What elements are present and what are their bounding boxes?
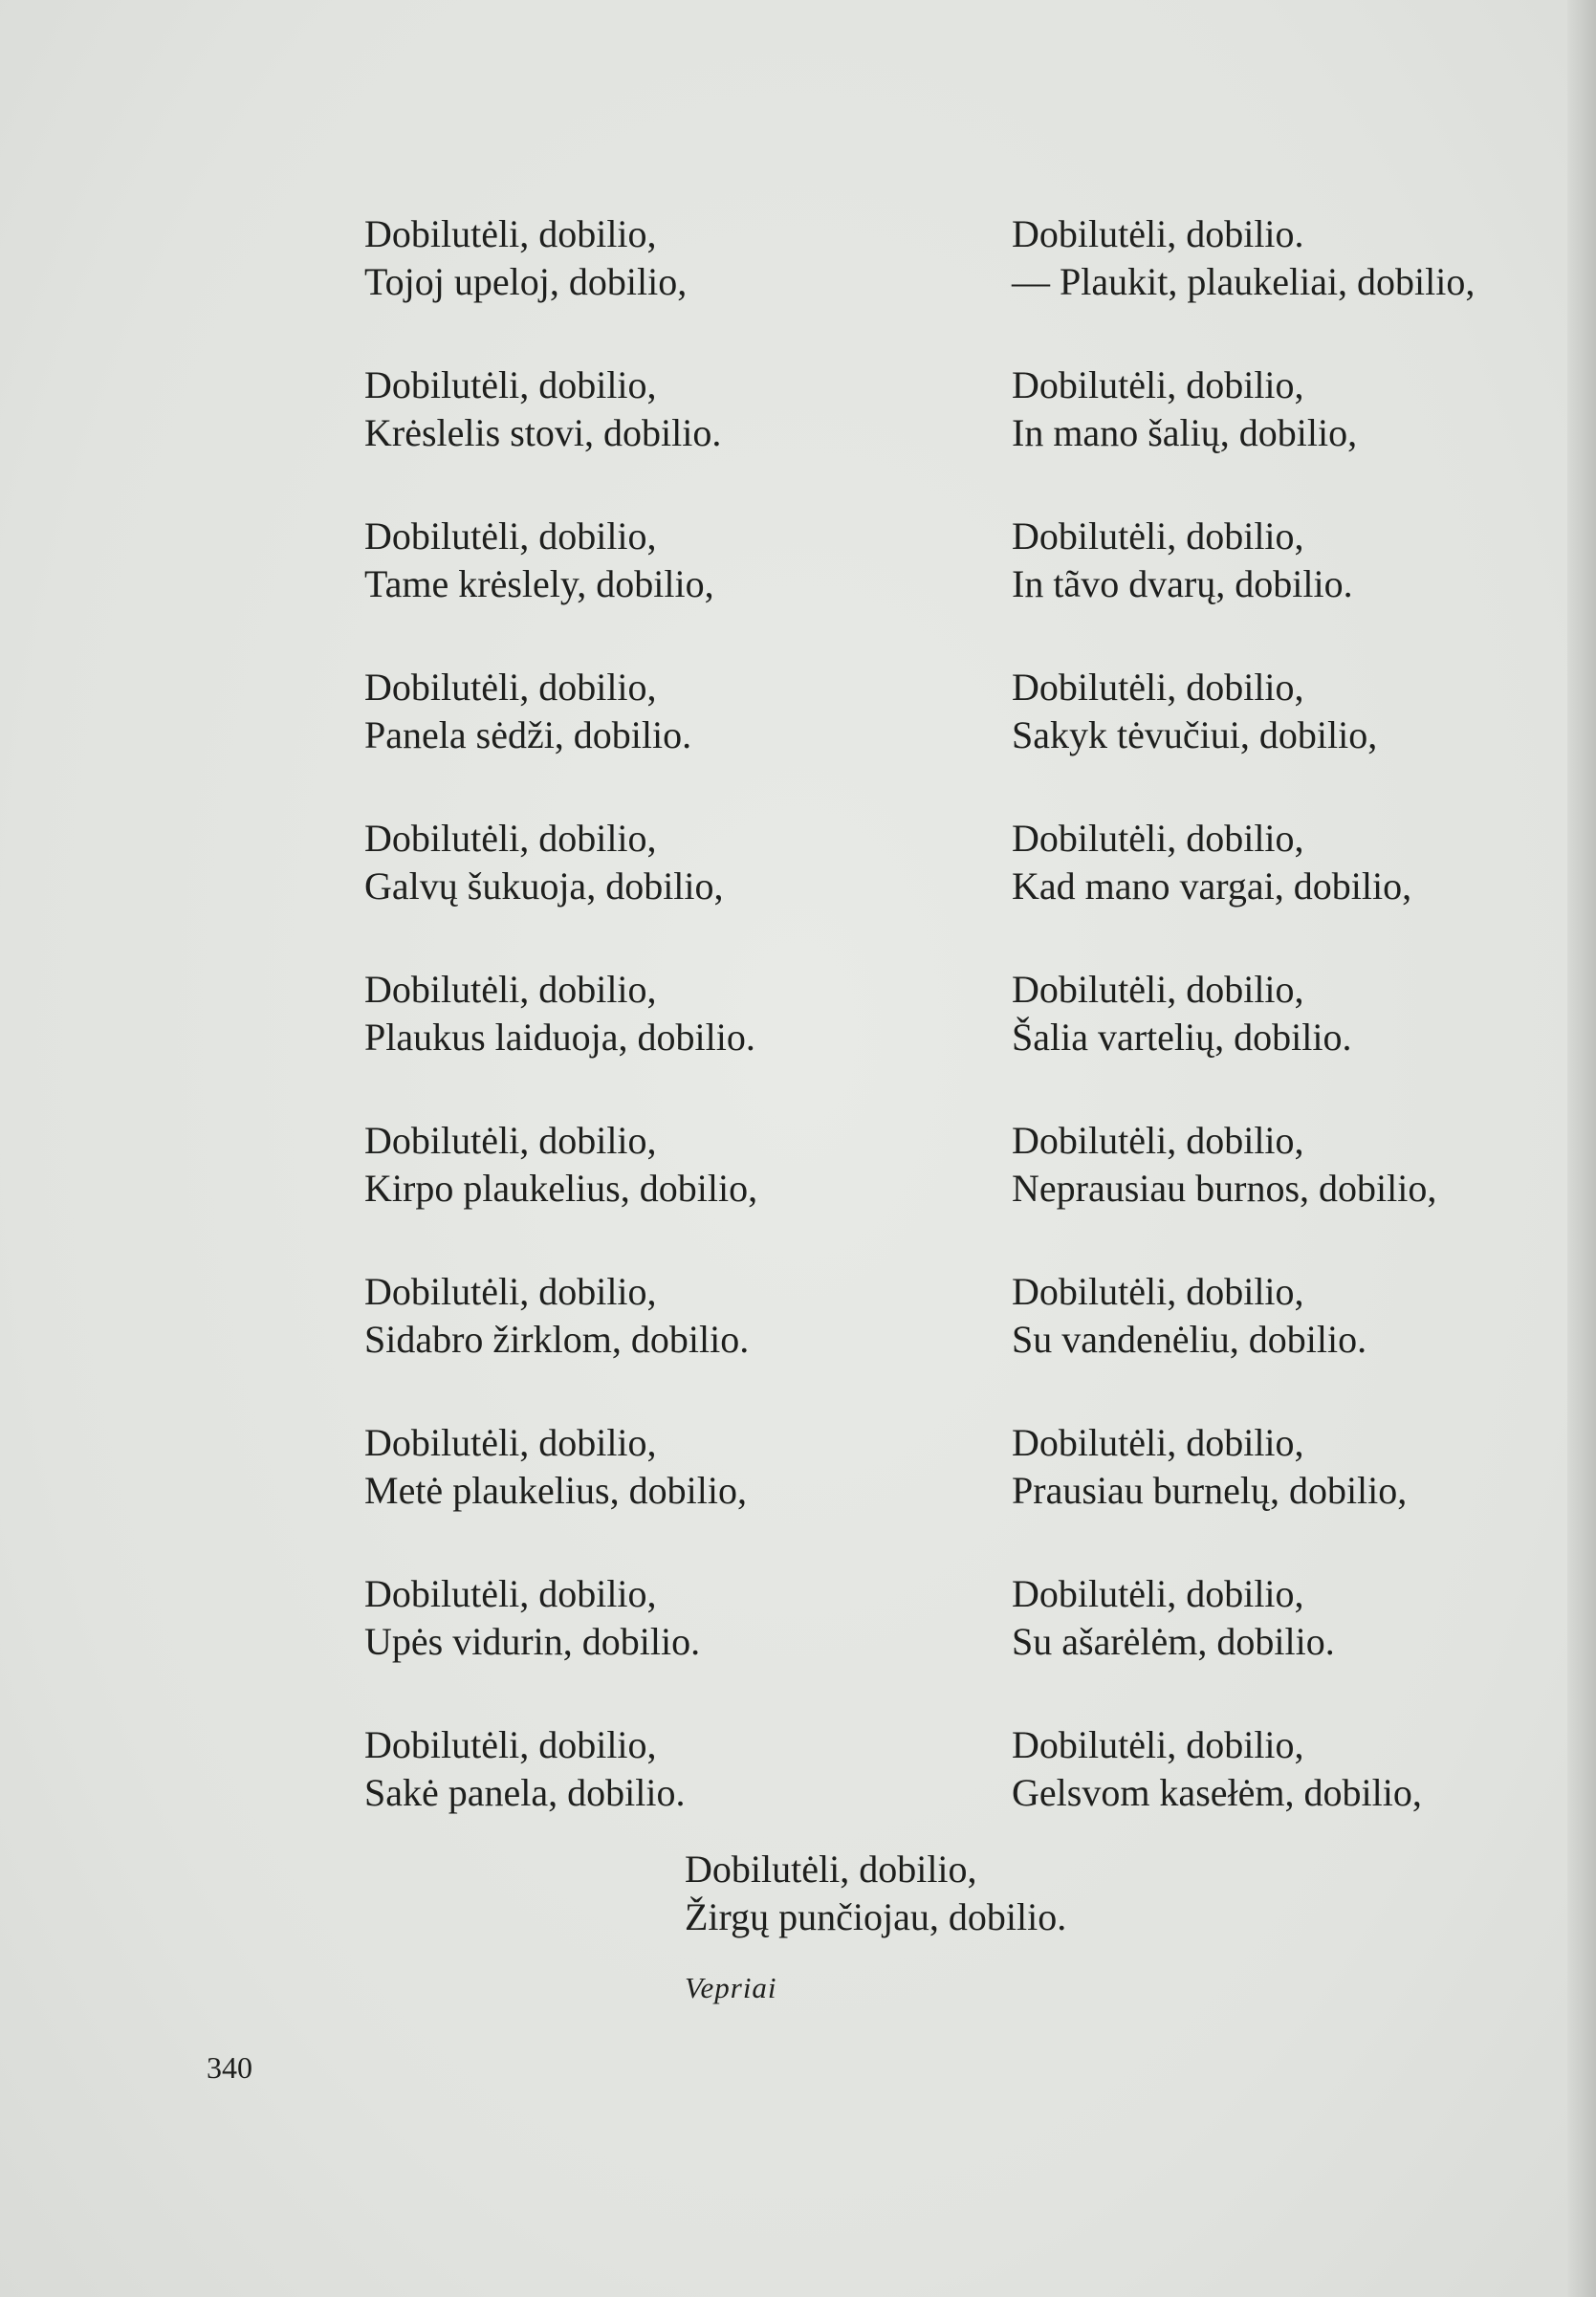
page-number: 340 [207, 2050, 252, 2085]
verse-line: In tãvo dvarų, dobilio. [1012, 562, 1353, 605]
right-column-stanza [1012, 664, 1377, 759]
final-stanza [685, 1846, 1066, 1941]
verse-line: Dobilutėli, dobilio, [1012, 817, 1304, 860]
verse-line: Dobilutėli, dobilio, [1012, 666, 1304, 709]
verse-line: Dobilutėli, dobilio, [364, 666, 657, 709]
verse-line: Sakė panela, dobilio. [364, 1771, 686, 1814]
verse-line: Dobilutėli, dobilio, [1012, 363, 1304, 406]
verse-line: Tojoj upeloj, dobilio, [364, 260, 688, 303]
verse-line: Dobilutėli, dobilio, [1012, 1421, 1304, 1464]
left-column-stanza [364, 815, 724, 910]
right-column-stanza [1012, 361, 1357, 457]
right-column-stanza [1012, 815, 1411, 910]
left-column-stanza [364, 966, 755, 1061]
verse-line: Gelsvom kasełėm, dobilio, [1012, 1771, 1422, 1814]
verse-line: Dobilutėli, dobilio, [364, 1270, 657, 1313]
verse-line: Dobilutėli, dobilio, [364, 1723, 657, 1766]
verse-line: Dobilutėli, dobilio, [364, 514, 657, 558]
left-column-stanza [364, 513, 714, 608]
verse-line: In mano šalių, dobilio, [1012, 411, 1358, 454]
right-column-stanza [1012, 1721, 1422, 1817]
verse-line: Panela sėdži, dobilio. [364, 713, 692, 756]
verse-line: Tame krėslely, dobilio, [364, 562, 714, 605]
left-column-stanza [364, 1117, 757, 1213]
right-column-stanza [1012, 1419, 1407, 1515]
verse-line: Kad mano vargai, dobilio, [1012, 864, 1412, 908]
final-stanza-line-2: Žirgų punčiojau, dobilio. [685, 1895, 1067, 1938]
left-column-stanza [364, 1419, 747, 1515]
left-column-stanza [364, 1721, 685, 1817]
verse-line: Su ašarėlėm, dobilio. [1012, 1620, 1335, 1663]
verse-line: Dobilutėli, dobilio, [364, 1572, 657, 1615]
verse-line: Dobilutėli, dobilio, [364, 363, 657, 406]
verse-line: Dobilutėli, dobilio, [1012, 968, 1304, 1011]
left-column-stanza [364, 1268, 749, 1364]
verse-line: Dobilutėli, dobilio, [1012, 1119, 1304, 1162]
right-column-stanza [1012, 1570, 1335, 1666]
verse-line: Dobilutėli, dobilio, [364, 1119, 657, 1162]
verse-line: Upės vidurin, dobilio. [364, 1620, 701, 1663]
verse-line: Dobilutėli, dobilio, [1012, 1270, 1304, 1313]
right-column-stanza [1012, 966, 1352, 1061]
verse-line: Šalia vartelių, dobilio. [1012, 1016, 1352, 1059]
place-of-recording: Vepriai [685, 1971, 777, 2004]
verse-line: Dobilutėli, dobilio, [364, 817, 657, 860]
verse-line: Dobilutėli, dobilio, [1012, 1723, 1304, 1766]
verse-line: Dobilutėli, dobilio, [1012, 514, 1304, 558]
verse-line: Kirpo plaukelius, dobilio, [364, 1167, 758, 1210]
right-column-stanza [1012, 1268, 1366, 1364]
right-column-stanza [1012, 513, 1353, 608]
left-column-stanza [364, 210, 687, 306]
verse-line: Krėslelis stovi, dobilio. [364, 411, 722, 454]
verse-line: Galvų šukuoja, dobilio, [364, 864, 724, 908]
page-edge-shadow [1567, 0, 1596, 2297]
right-column-stanza [1012, 1117, 1436, 1213]
verse-line: Su vandenėliu, dobilio. [1012, 1318, 1367, 1361]
verse-line: Prausiau burnelų, dobilio, [1012, 1469, 1408, 1512]
left-column-stanza [364, 1570, 700, 1666]
verse-line: Sakyk tėvučiui, dobilio, [1012, 713, 1378, 756]
verse-line: Plaukus laiduoja, dobilio. [364, 1016, 755, 1059]
verse-line: Metė plaukelius, dobilio, [364, 1469, 747, 1512]
final-stanza-line-1: Dobilutėli, dobilio, [685, 1848, 977, 1891]
verse-line: Neprausiau burnos, dobilio, [1012, 1167, 1437, 1210]
verse-line: — Plaukit, plaukeliai, dobilio, [1012, 260, 1476, 303]
verse-line: Dobilutėli, dobilio. [1012, 212, 1304, 255]
verse-line: Dobilutėli, dobilio, [1012, 1572, 1304, 1615]
right-column-stanza [1012, 210, 1475, 306]
verse-line: Dobilutėli, dobilio, [364, 1421, 657, 1464]
verse-line: Dobilutėli, dobilio, [364, 968, 657, 1011]
left-column-stanza [364, 361, 721, 457]
verse-line: Sidabro žirklom, dobilio. [364, 1318, 750, 1361]
left-column-stanza [364, 664, 691, 759]
verse-line: Dobilutėli, dobilio, [364, 212, 657, 255]
